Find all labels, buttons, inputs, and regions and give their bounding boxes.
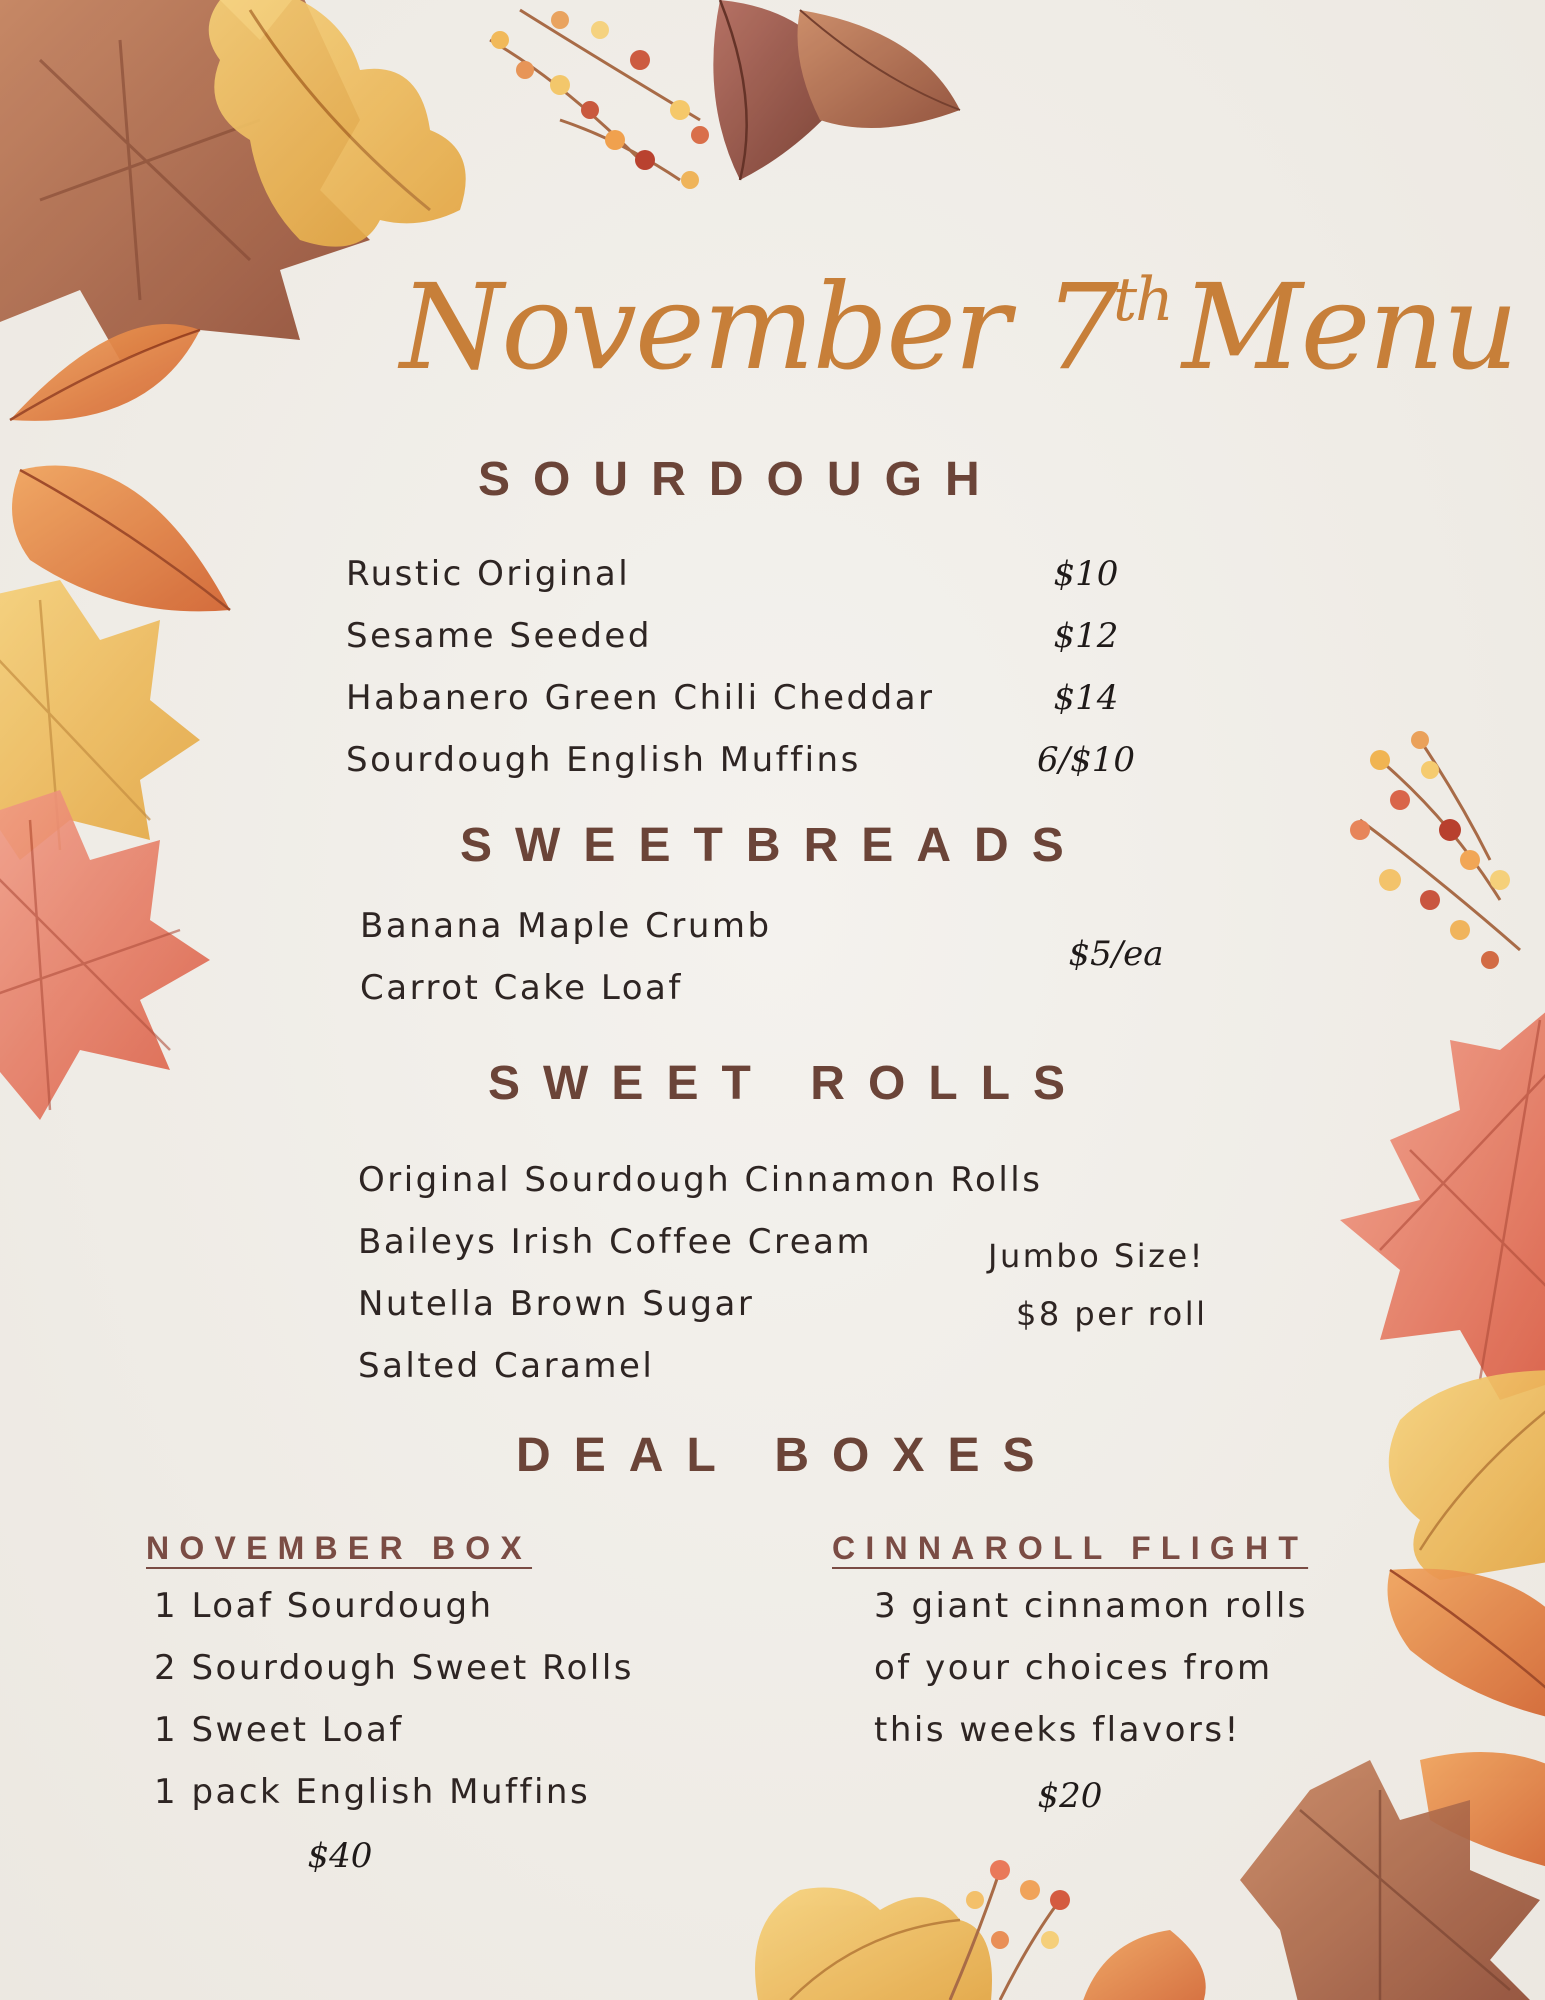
sweetbreads-price: [1016, 924, 1216, 984]
heading-sourdough: SOURDOUGH: [478, 453, 1003, 506]
item-name: Nutella Brown Sugar: [358, 1284, 755, 1324]
item-price: $5/ea: [1068, 934, 1164, 974]
flight-line: this weeks flavors!: [874, 1710, 1241, 1750]
list-item: [874, 1576, 1394, 1636]
menu-item: [360, 896, 960, 956]
list-item: [154, 1700, 714, 1760]
maple-leaf-icon: [0, 790, 210, 1120]
item-name: Sesame Seeded: [346, 616, 652, 656]
page-title: [400, 215, 1517, 396]
november-box-title: NOVEMBER BOX: [146, 1530, 533, 1566]
item-price: 6/$10: [1037, 740, 1135, 780]
heading-deal-boxes: DEAL BOXES: [516, 1429, 1058, 1482]
menu-item: [358, 1274, 978, 1334]
berry-sprig-icon: [490, 10, 709, 189]
menu-item: [358, 1150, 1078, 1210]
item-name: Salted Caramel: [358, 1346, 655, 1386]
menu-item: [358, 1336, 978, 1396]
menu-item: [346, 668, 1136, 728]
list-item: [154, 1762, 714, 1822]
item-price: $10: [1053, 554, 1119, 594]
november-box-price: [270, 1826, 410, 1886]
box-item: 1 Loaf Sourdough: [154, 1586, 494, 1626]
item-price: $14: [1053, 678, 1119, 718]
list-item: [874, 1700, 1394, 1760]
box-item: 1 pack English Muffins: [154, 1772, 591, 1812]
list-item: [154, 1638, 714, 1698]
cinnaroll-flight-title: CINNAROLL FLIGHT: [832, 1530, 1309, 1566]
berry-sprig-icon: [1350, 731, 1520, 969]
item-name: Habanero Green Chili Cheddar: [346, 678, 935, 718]
heading-sweet-rolls: SWEET ROLLS: [488, 1057, 1089, 1110]
list-item: [154, 1576, 714, 1636]
item-name: Rustic Original: [346, 554, 631, 594]
box-item: 1 Sweet Loaf: [154, 1710, 404, 1750]
item-name: Carrot Cake Loaf: [360, 968, 683, 1008]
maple-leaf-icon: [1340, 1000, 1545, 1400]
roll-price-note: $8 per roll: [1016, 1295, 1208, 1333]
title-menu: Menu: [1181, 258, 1517, 396]
list-item: [874, 1638, 1394, 1698]
menu-item: [358, 1212, 978, 1272]
menu-item: [346, 606, 1136, 666]
menu-item: [346, 544, 1136, 604]
item-price: $40: [307, 1836, 373, 1876]
flight-line: of your choices from: [874, 1648, 1273, 1688]
item-name: Original Sourdough Cinnamon Rolls: [358, 1160, 1043, 1200]
oak-leaf-icon: [1389, 1370, 1545, 1580]
item-name: Sourdough English Muffins: [346, 740, 861, 780]
autumn-leaf-icon: [1080, 1930, 1206, 2000]
box-item: 2 Sourdough Sweet Rolls: [154, 1648, 634, 1688]
title-superscript: th: [1113, 265, 1172, 335]
item-name: Baileys Irish Coffee Cream: [358, 1222, 873, 1262]
heading-sweetbreads: SWEETBREADS: [460, 819, 1087, 872]
item-price: $12: [1053, 616, 1119, 656]
title-main: November 7: [400, 258, 1118, 396]
flight-line: 3 giant cinnamon rolls: [874, 1586, 1308, 1626]
item-price: $20: [1037, 1776, 1103, 1816]
menu-item: [360, 958, 960, 1018]
cinnaroll-flight-price: [1000, 1766, 1140, 1826]
jumbo-size-note: Jumbo Size!: [988, 1237, 1205, 1275]
autumn-leaf-icon: [10, 324, 230, 611]
menu-item: [346, 730, 1136, 790]
item-name: Banana Maple Crumb: [360, 906, 772, 946]
autumn-leaf-icon: [713, 0, 960, 180]
